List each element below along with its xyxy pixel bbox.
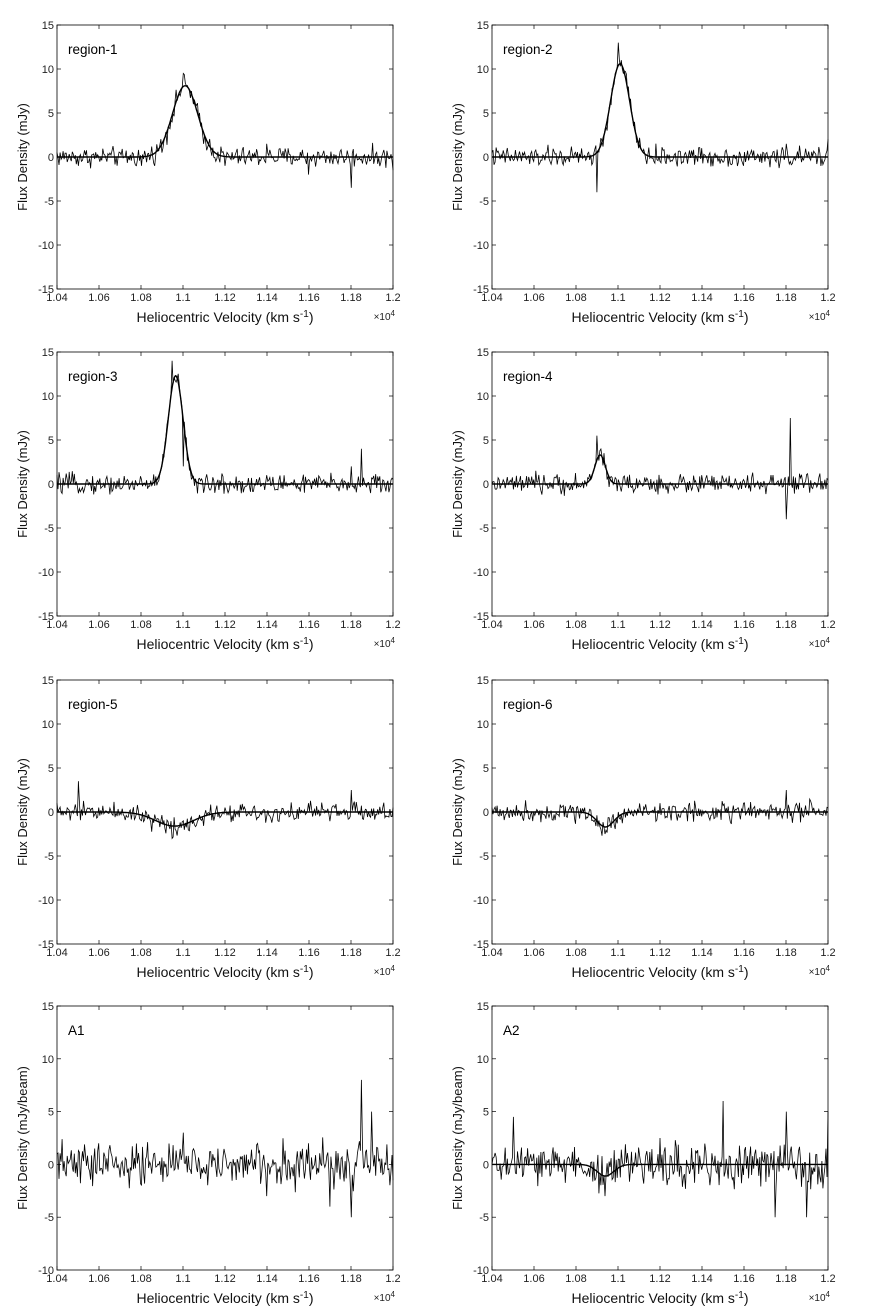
x-tick-label: 1.18 — [775, 292, 797, 304]
spectrum-panel-region-1 — [15, 20, 401, 325]
x-tick-label: 1.06 — [523, 292, 545, 304]
x-tick-label: 1.1 — [610, 292, 626, 304]
spectrum-panel-A1 — [15, 1001, 401, 1306]
x-tick-label: 1.14 — [691, 292, 713, 304]
spectrum-panel-A2 — [450, 1001, 836, 1306]
y-tick-label: 15 — [476, 20, 489, 32]
x-tick-label: 1.2 — [820, 947, 836, 959]
y-tick-label: 5 — [47, 1106, 54, 1119]
x-tick-label: 1.2 — [385, 947, 401, 959]
y-tick-label: -15 — [473, 284, 489, 296]
spectrum-panel-region-4 — [450, 347, 836, 652]
gaussian-fit-line — [57, 86, 393, 157]
x-tick-label: 1.06 — [523, 619, 545, 631]
x-axis-label: Heliocentric Velocity (km $s^{-1}$) — [136, 1289, 314, 1306]
spectrum-line — [492, 1101, 828, 1217]
y-tick-label: 10 — [476, 391, 489, 403]
spectrum-line — [57, 781, 393, 838]
x-tick-label: 1.18 — [775, 619, 797, 631]
x-tick-label: 1.14 — [256, 619, 278, 631]
x-multiplier: $\times 10^4$ — [373, 1289, 395, 1304]
x-tick-label: 1.08 — [565, 1273, 587, 1285]
x-tick-label: 1.04 — [46, 1273, 68, 1285]
y-tick-label: -10 — [38, 1265, 54, 1277]
y-tick-label: 10 — [41, 1053, 54, 1066]
panel-label: region-1 — [68, 42, 118, 57]
y-tick-label: 5 — [482, 108, 489, 120]
x-tick-label: 1.18 — [340, 292, 362, 304]
x-tick-label: 1.08 — [130, 1273, 152, 1285]
spectrum-panel-region-6 — [450, 675, 836, 980]
x-tick-label: 1.1 — [175, 1273, 191, 1285]
x-tick-label: 1.16 — [298, 947, 320, 959]
y-tick-label: -5 — [44, 851, 54, 863]
x-tick-label: 1.04 — [46, 292, 68, 304]
y-tick-label: 0 — [47, 479, 54, 491]
y-tick-label: 15 — [41, 675, 54, 687]
x-tick-label: 1.1 — [175, 292, 191, 304]
axes-box — [57, 1006, 393, 1270]
x-tick-label: 1.04 — [481, 292, 503, 304]
spectrum-line — [492, 43, 828, 193]
x-tick-label: 1.14 — [691, 1273, 713, 1285]
y-tick-label: 0 — [47, 1159, 54, 1172]
panel-label: region-6 — [503, 697, 553, 712]
y-tick-label: -5 — [479, 196, 489, 208]
gaussian-fit-line — [57, 812, 393, 826]
x-tick-label: 1.12 — [214, 947, 236, 959]
y-tick-label: 5 — [47, 435, 54, 447]
y-tick-label: 0 — [47, 152, 54, 164]
y-tick-label: -10 — [38, 240, 54, 252]
y-tick-label: -10 — [473, 567, 489, 579]
y-tick-label: 5 — [482, 1106, 489, 1119]
x-tick-label: 1.12 — [649, 292, 671, 304]
y-tick-label: -5 — [44, 196, 54, 208]
x-tick-label: 1.08 — [130, 619, 152, 631]
y-axis-label: Flux Density (mJy/beam) — [15, 1066, 30, 1210]
x-tick-label: 1.08 — [565, 947, 587, 959]
x-axis-label: Heliocentric Velocity (km $s^{-1}$) — [136, 635, 314, 652]
y-tick-label: 5 — [482, 763, 489, 775]
y-tick-label: 10 — [41, 719, 54, 731]
y-tick-label: -10 — [38, 567, 54, 579]
y-tick-label: -10 — [473, 1265, 489, 1277]
x-axis-label: Heliocentric Velocity (km $s^{-1}$) — [136, 963, 314, 980]
panel-label: A2 — [503, 1023, 520, 1038]
y-tick-label: -15 — [473, 939, 489, 951]
x-tick-label: 1.04 — [46, 947, 68, 959]
y-tick-label: 0 — [482, 152, 489, 164]
x-tick-label: 1.18 — [340, 619, 362, 631]
gaussian-fit-line — [57, 376, 393, 484]
x-tick-label: 1.2 — [385, 619, 401, 631]
x-multiplier: $\times 10^4$ — [373, 308, 395, 323]
y-tick-label: 5 — [482, 435, 489, 447]
x-tick-label: 1.18 — [340, 947, 362, 959]
y-tick-label: 15 — [476, 675, 489, 687]
y-tick-label: 0 — [482, 1159, 489, 1172]
panel-label: region-2 — [503, 42, 553, 57]
y-axis-label: Flux Density (mJy) — [450, 430, 465, 538]
y-axis-label: Flux Density (mJy/beam) — [450, 1066, 465, 1210]
spectrum-panel-region-2 — [450, 20, 836, 325]
x-tick-label: 1.12 — [649, 619, 671, 631]
x-tick-label: 1.06 — [88, 1273, 110, 1285]
x-axis-label: Heliocentric Velocity (km $s^{-1}$) — [136, 308, 314, 325]
x-tick-label: 1.2 — [820, 619, 836, 631]
x-tick-label: 1.12 — [214, 292, 236, 304]
x-tick-label: 1.16 — [298, 619, 320, 631]
x-tick-label: 1.04 — [481, 619, 503, 631]
x-tick-label: 1.04 — [46, 619, 68, 631]
y-tick-label: 15 — [41, 20, 54, 32]
x-tick-label: 1.14 — [691, 619, 713, 631]
x-tick-label: 1.14 — [256, 1273, 278, 1285]
y-tick-label: 15 — [476, 1001, 489, 1013]
x-tick-label: 1.06 — [88, 619, 110, 631]
x-tick-label: 1.1 — [610, 619, 626, 631]
gaussian-fit-line — [492, 455, 828, 484]
x-tick-label: 1.16 — [733, 292, 755, 304]
x-tick-label: 1.12 — [214, 619, 236, 631]
y-tick-label: 15 — [476, 347, 489, 359]
x-tick-label: 1.04 — [481, 947, 503, 959]
spectrum-panel-region-5 — [15, 675, 401, 980]
x-tick-label: 1.16 — [733, 947, 755, 959]
spectrum-panel-region-3 — [15, 347, 401, 652]
y-tick-label: -15 — [38, 611, 54, 623]
y-tick-label: -5 — [479, 1212, 489, 1225]
y-tick-label: -15 — [38, 939, 54, 951]
panel-label: region-5 — [68, 697, 118, 712]
panel-label: region-4 — [503, 369, 553, 384]
x-multiplier: $\times 10^4$ — [373, 635, 395, 650]
x-tick-label: 1.06 — [88, 947, 110, 959]
x-tick-label: 1.16 — [298, 1273, 320, 1285]
x-tick-label: 1.14 — [256, 292, 278, 304]
x-tick-label: 1.1 — [175, 947, 191, 959]
y-tick-label: 10 — [476, 1053, 489, 1066]
y-tick-label: 10 — [41, 64, 54, 76]
spectrum-line — [57, 1080, 393, 1217]
x-tick-label: 1.12 — [649, 1273, 671, 1285]
y-tick-label: -5 — [479, 523, 489, 535]
x-tick-label: 1.12 — [649, 947, 671, 959]
x-multiplier: $\times 10^4$ — [808, 963, 830, 978]
panel-label: A1 — [68, 1023, 85, 1038]
x-tick-label: 1.2 — [820, 292, 836, 304]
x-tick-label: 1.08 — [565, 619, 587, 631]
x-tick-label: 1.18 — [775, 1273, 797, 1285]
x-tick-label: 1.1 — [610, 947, 626, 959]
y-tick-label: 0 — [47, 807, 54, 819]
y-tick-label: 10 — [41, 391, 54, 403]
y-tick-label: 10 — [476, 64, 489, 76]
y-tick-label: 10 — [476, 719, 489, 731]
y-tick-label: 15 — [41, 347, 54, 359]
x-tick-label: 1.16 — [733, 619, 755, 631]
x-axis-label: Heliocentric Velocity (km $s^{-1}$) — [571, 1289, 749, 1306]
y-axis-label: Flux Density (mJy) — [15, 758, 30, 866]
y-tick-label: 5 — [47, 763, 54, 775]
x-tick-label: 1.08 — [130, 292, 152, 304]
y-tick-label: 5 — [47, 108, 54, 120]
x-tick-label: 1.06 — [523, 1273, 545, 1285]
x-tick-label: 1.16 — [298, 292, 320, 304]
x-tick-label: 1.2 — [385, 292, 401, 304]
spectrum-line — [57, 73, 393, 187]
y-axis-label: Flux Density (mJy) — [450, 758, 465, 866]
y-tick-label: -10 — [473, 895, 489, 907]
y-tick-label: -5 — [44, 523, 54, 535]
gaussian-fit-line — [492, 64, 828, 157]
x-axis-label: Heliocentric Velocity (km $s^{-1}$) — [571, 308, 749, 325]
y-tick-label: 15 — [41, 1001, 54, 1013]
y-tick-label: -15 — [473, 611, 489, 623]
x-tick-label: 1.14 — [256, 947, 278, 959]
y-tick-label: -10 — [473, 240, 489, 252]
x-tick-label: 1.04 — [481, 1273, 503, 1285]
x-tick-label: 1.08 — [565, 292, 587, 304]
x-axis-label: Heliocentric Velocity (km $s^{-1}$) — [571, 963, 749, 980]
x-tick-label: 1.16 — [733, 1273, 755, 1285]
y-axis-label: Flux Density (mJy) — [450, 103, 465, 211]
x-multiplier: $\times 10^4$ — [808, 308, 830, 323]
panel-label: region-3 — [68, 369, 118, 384]
y-axis-label: Flux Density (mJy) — [15, 430, 30, 538]
x-tick-label: 1.14 — [691, 947, 713, 959]
x-tick-label: 1.08 — [130, 947, 152, 959]
x-multiplier: $\times 10^4$ — [808, 1289, 830, 1304]
spectrum-line — [492, 418, 828, 519]
x-multiplier: $\times 10^4$ — [373, 963, 395, 978]
y-tick-label: -10 — [38, 895, 54, 907]
y-axis-label: Flux Density (mJy) — [15, 103, 30, 211]
x-tick-label: 1.2 — [385, 1273, 401, 1285]
spectrum-line — [492, 790, 828, 836]
y-tick-label: -5 — [479, 851, 489, 863]
x-tick-label: 1.1 — [610, 1273, 626, 1285]
x-tick-label: 1.18 — [340, 1273, 362, 1285]
x-tick-label: 1.2 — [820, 1273, 836, 1285]
x-tick-label: 1.18 — [775, 947, 797, 959]
x-tick-label: 1.06 — [523, 947, 545, 959]
x-tick-label: 1.12 — [214, 1273, 236, 1285]
y-tick-label: 0 — [482, 479, 489, 491]
x-tick-label: 1.06 — [88, 292, 110, 304]
x-multiplier: $\times 10^4$ — [808, 635, 830, 650]
x-tick-label: 1.1 — [175, 619, 191, 631]
y-tick-label: -15 — [38, 284, 54, 296]
x-axis-label: Heliocentric Velocity (km $s^{-1}$) — [571, 635, 749, 652]
y-tick-label: 0 — [482, 807, 489, 819]
y-tick-label: -5 — [44, 1212, 54, 1225]
